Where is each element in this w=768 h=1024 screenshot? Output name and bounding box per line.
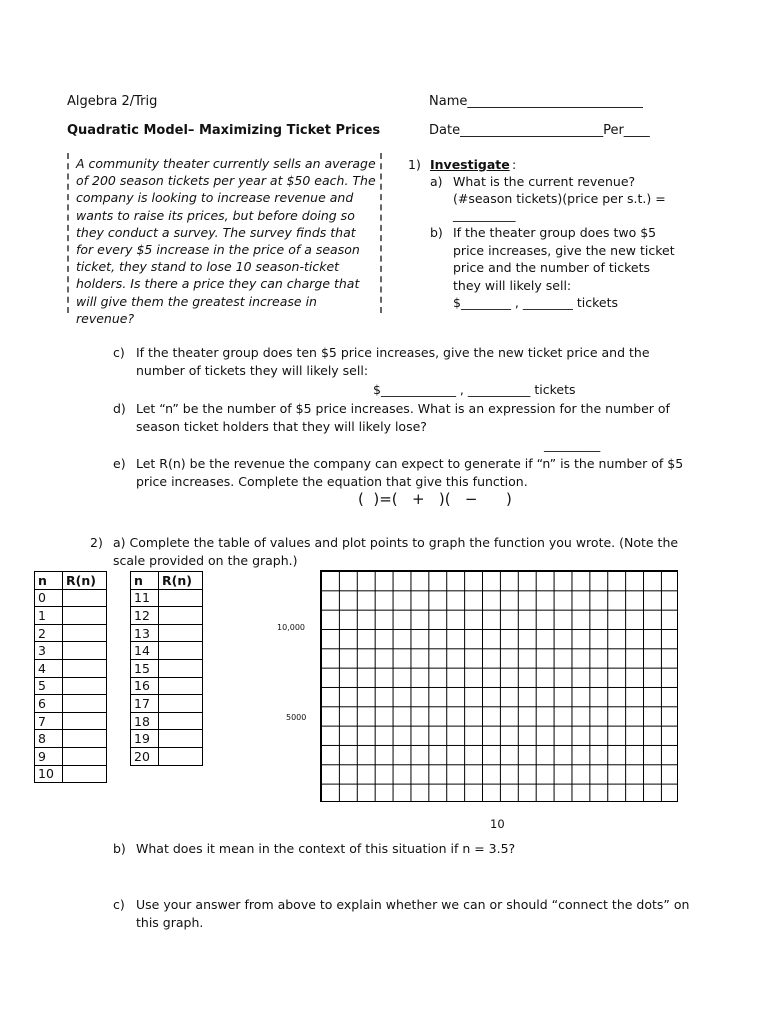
table-cell-rn[interactable]: [159, 695, 203, 713]
table-cell-rn[interactable]: [159, 730, 203, 748]
table-cell-n: 18: [131, 712, 159, 730]
value-table-1: [34, 571, 107, 783]
table-cell-n: 17: [131, 695, 159, 713]
y-axis-label-mid: 5000: [286, 713, 307, 722]
table-cell-n: 13: [131, 624, 159, 642]
table-row: [131, 642, 203, 660]
table-cell-n: 10: [35, 765, 63, 783]
graph-grid[interactable]: [320, 570, 678, 802]
table-cell-rn[interactable]: [63, 712, 107, 730]
table-row: [131, 624, 203, 642]
table-cell-n: 14: [131, 642, 159, 660]
page-title: Quadratic Model– Maximizing Ticket Prices: [67, 123, 381, 138]
problem-prompt: A community theater currently sells an average of 200 season tickets per year at $50 each. The company is looking to increase revenue and wants to raise its prices, but before doing so they conduct a survey. The survey finds that for every $5 increase in the price of a season ticket, they stand to lose 10 season-ticket holders. Is there a price they can charge that will give them the greatest increase in revenue?: [76, 156, 376, 326]
table-row: [35, 659, 107, 677]
table-row: [35, 677, 107, 695]
table-cell-n: 7: [35, 712, 63, 730]
q2a-text: a) Complete the table of values and plot points to graph the function you wrote. (Note the scale provided on the graph.): [113, 535, 679, 568]
q1d-answer-blank[interactable]: _________: [544, 437, 601, 452]
table2-header-rn: R(n): [159, 572, 203, 590]
table-cell-rn[interactable]: [63, 642, 107, 660]
q1c-answer[interactable]: $____________ , __________ tickets: [373, 382, 576, 397]
q1a-line2: (#season tickets)(price per s.t.) =: [453, 191, 666, 206]
table-row: [35, 642, 107, 660]
q1a-answer-blank[interactable]: __________: [453, 207, 516, 222]
table-cell-n: 11: [131, 589, 159, 607]
table-cell-rn[interactable]: [63, 747, 107, 765]
table-cell-rn[interactable]: [63, 624, 107, 642]
table-cell-n: 1: [35, 607, 63, 625]
q1b-text: If the theater group does two $5 price increases, give the new ticket price and the number of tickets they will likely sell:: [453, 225, 675, 293]
table-cell-rn[interactable]: [63, 607, 107, 625]
table-row: [35, 695, 107, 713]
table-cell-n: 12: [131, 607, 159, 625]
table-row: [35, 747, 107, 765]
table-cell-rn[interactable]: [63, 695, 107, 713]
q1c-text: If the theater group does ten $5 price increases, give the new ticket price and the number of tickets they will likely sell:: [136, 345, 650, 378]
q1e-letter: e): [113, 456, 126, 471]
table-cell-n: 5: [35, 677, 63, 695]
q2c-letter: c): [113, 897, 125, 912]
q1a-letter: a): [430, 174, 443, 189]
table-cell-rn[interactable]: [63, 589, 107, 607]
table-cell-rn[interactable]: [159, 607, 203, 625]
table-cell-rn[interactable]: [159, 624, 203, 642]
table1-header-n: n: [35, 572, 63, 590]
table-cell-rn[interactable]: [63, 730, 107, 748]
q1d-letter: d): [113, 401, 126, 416]
table-cell-rn[interactable]: [159, 677, 203, 695]
table-row: [131, 589, 203, 607]
table-cell-rn[interactable]: [63, 765, 107, 783]
q2-number: 2): [90, 535, 103, 550]
table-cell-n: 16: [131, 677, 159, 695]
table1-header-rn: R(n): [63, 572, 107, 590]
table2-header-n: n: [131, 572, 159, 590]
course-name: Algebra 2/Trig: [67, 94, 158, 109]
table-row: [131, 712, 203, 730]
table-cell-rn[interactable]: [63, 659, 107, 677]
x-axis-label: 10: [490, 817, 505, 831]
q1d-text: Let “n” be the number of $5 price increases. What is an expression for the number of season ticket holders that they will likely lose?: [136, 401, 670, 434]
y-axis-label-top: 10,000: [277, 623, 305, 632]
table-row: [131, 607, 203, 625]
table-cell-n: 20: [131, 747, 159, 765]
table-row: [131, 730, 203, 748]
date-period-field[interactable]: Date______________________Per____: [429, 123, 650, 138]
table-row: [131, 677, 203, 695]
table-cell-n: 19: [131, 730, 159, 748]
table-cell-rn[interactable]: [159, 642, 203, 660]
q1b-answer[interactable]: $________ , ________ tickets: [453, 295, 618, 310]
q1-heading: Investigate: [430, 157, 510, 172]
table-row: [35, 589, 107, 607]
q1c-letter: c): [113, 345, 125, 360]
table-row: [131, 747, 203, 765]
table-cell-n: 6: [35, 695, 63, 713]
table-cell-n: 15: [131, 659, 159, 677]
table-row: [131, 659, 203, 677]
q1-colon: :: [512, 157, 517, 172]
table-cell-n: 4: [35, 659, 63, 677]
table-cell-n: 0: [35, 589, 63, 607]
value-table-2: [130, 571, 203, 766]
table-row: [35, 712, 107, 730]
q1e-equation[interactable]: ( )=( + )( − ): [358, 490, 512, 508]
table-cell-rn[interactable]: [63, 677, 107, 695]
table-row: [35, 730, 107, 748]
table-row: [131, 695, 203, 713]
table-cell-rn[interactable]: [159, 712, 203, 730]
q2c-text: Use your answer from above to explain whether we can or should “connect the dots” on this graph.: [136, 897, 690, 930]
q1e-text: Let R(n) be the revenue the company can expect to generate if “n” is the number of $5 price increases. Complete the equation that give this function.: [136, 456, 684, 489]
table-row: [35, 765, 107, 783]
table-cell-rn[interactable]: [159, 659, 203, 677]
table-cell-n: 2: [35, 624, 63, 642]
q1-number: 1): [408, 157, 421, 172]
table-row: [35, 624, 107, 642]
table-cell-n: 3: [35, 642, 63, 660]
q2b-text: What does it mean in the context of this situation if n = 3.5?: [136, 841, 516, 856]
table-cell-n: 8: [35, 730, 63, 748]
q1a-line1: What is the current revenue?: [453, 174, 636, 189]
table-row: [35, 607, 107, 625]
name-field[interactable]: Name___________________________: [429, 94, 643, 109]
table-cell-rn[interactable]: [159, 747, 203, 765]
q2b-letter: b): [113, 841, 126, 856]
q1b-letter: b): [430, 225, 443, 240]
table-cell-rn[interactable]: [159, 589, 203, 607]
table-cell-n: 9: [35, 747, 63, 765]
